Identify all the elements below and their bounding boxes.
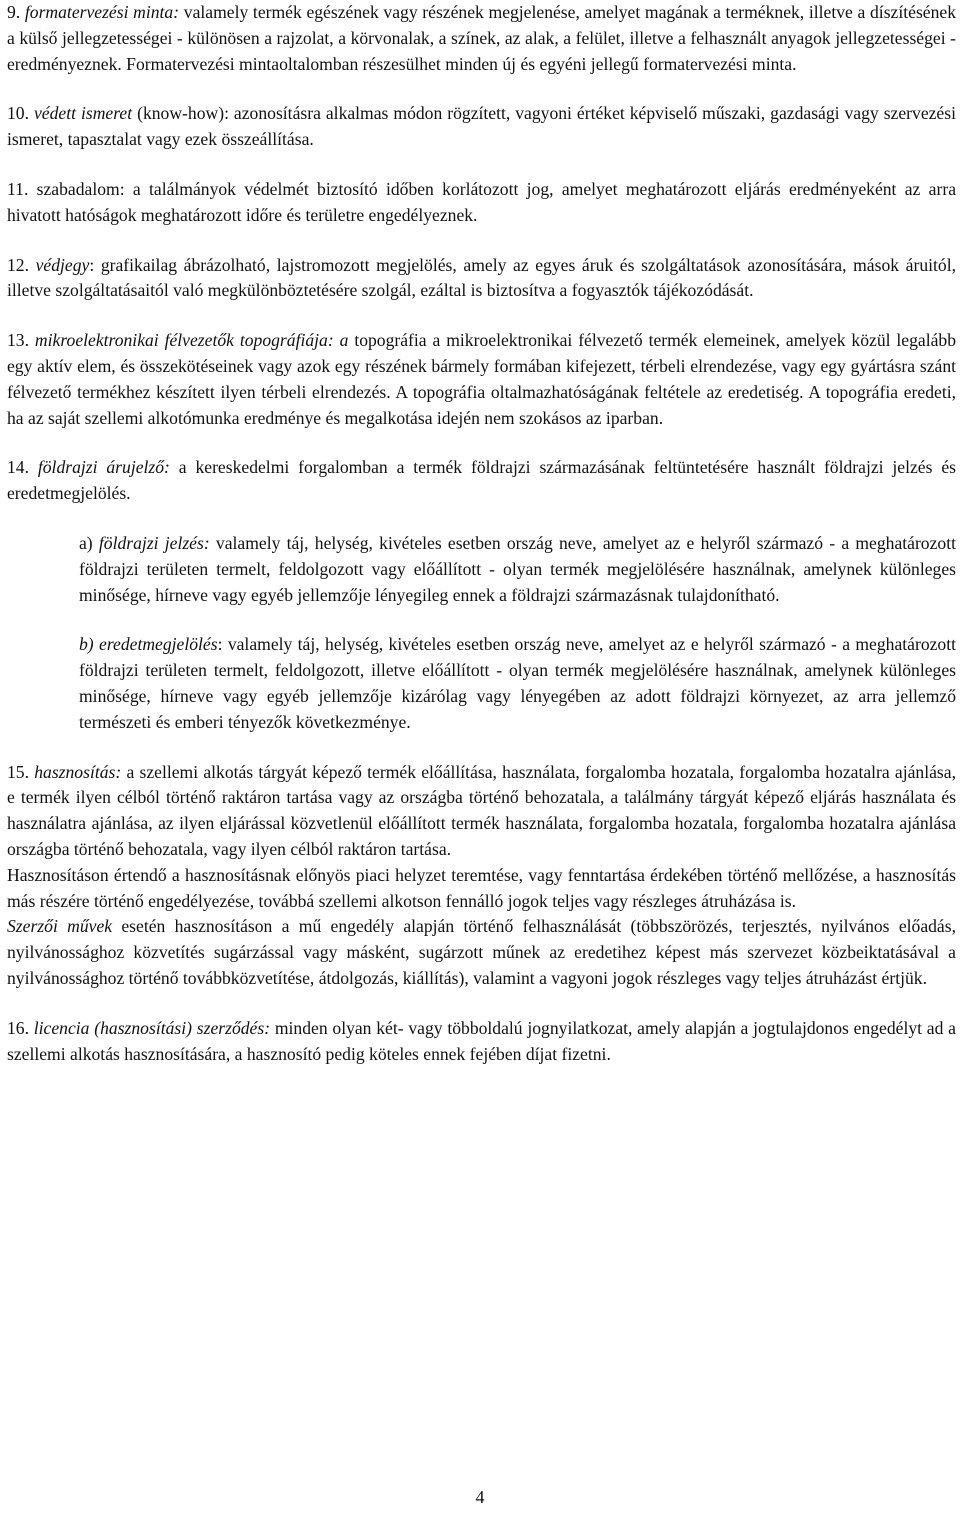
item-number: 13. — [7, 330, 29, 351]
definition-item-13 — [7, 328, 956, 431]
item-term: hasznosítás: — [34, 761, 122, 782]
sub-item-b — [79, 632, 956, 735]
document-page — [7, 0, 956, 1067]
item-text: (know-how): azonosításra alkalmas módon rögzített, vagyoni értéket képviselő műszaki, gazdasági vagy szervezési ismeret, tapasztalat vagy ezek összeállítása. — [7, 103, 956, 150]
item-text: topográfia a mikroelektronikai félvezető termék elemeinek, amelyek közül legalább egy aktív elem, és összekötéseinek vagy azok egy részének bármely formában kifejezett, térbeli elrendezése, vagy egy gyártásra szánt félvezető termékhez készített ilyen térbeli elrendezés. A topográfia oltalmazhatóságának feltétele az eredetiség. A topográfia eredeti, ha az saját szellemi alkotómunka eredménye és megalkotása idején nem szokásos az iparban. — [7, 330, 957, 428]
item-term: licencia (hasznosítási) szerződés: — [33, 1017, 271, 1038]
item-number: 10. — [7, 103, 29, 124]
definition-item-11 — [7, 177, 956, 229]
definition-item-12 — [7, 253, 956, 305]
definition-item-9 — [7, 0, 956, 77]
item-15-paragraph-2: Hasznosításon értendő a hasznosításnak előnyös piaci helyzet teremtése, vagy fenntartása érdekében történő mellőzése, a hasznosítás más részére történő engedélyezése, továbbá szellemi alkotson fennálló jogok teljes vagy részleges átruházása is. — [7, 864, 956, 911]
item-term: védett ismeret — [33, 103, 133, 124]
page-number: 4 — [475, 1487, 485, 1507]
sub-item-term: földrajzi jelzés: — [98, 532, 210, 553]
sub-item-prefix: b) — [79, 634, 94, 655]
item-term: mikroelektronikai félvezetők topográfiája: a — [34, 330, 349, 351]
item-text: minden olyan két- vagy többoldalú jognyilatkozat, amely alapján a jogtulajdonos engedélyt ad a szellemi alkotás hasznosítására, a hasznosító pedig köteles ennek fejében díjat fizetni. — [7, 1017, 956, 1064]
item-term: Szerzői művek — [7, 916, 113, 937]
sub-item-a — [79, 531, 956, 608]
item-text: a kereskedelmi forgalomban a termék földrajzi származásának feltüntetésére használt földrajzi jelzés és eredetmegjelölés. — [7, 457, 956, 504]
item-text: szabadalom: a találmányok védelmét biztosító időben korlátozott jog, amelyet meghatározott eljárás eredményeként az arra hivatott hatóságok meghatározott időre és területre engedélyeznek. — [7, 178, 956, 225]
item-term: formatervezési minta: — [24, 2, 180, 22]
sub-item-text: : valamely táj, helység, kivételes esetben ország neve, amelyet az e helyről származó - a meghatározott földrajzi területen termelt, feldolgozott, illetve előállított - olyan termék megjelölésére használnak, amelynek különleges minősége, hírneve vagy egyéb jellemzője kizárólag vagy lényegében az adott földrajzi környezet, az arra jellemző természeti és emberi tényezők következménye. — [79, 634, 956, 732]
sub-item-prefix: a) — [79, 532, 93, 553]
item-number: 14. — [7, 457, 29, 478]
definition-item-10 — [7, 101, 956, 153]
item-term: földrajzi árujelző: — [37, 457, 170, 478]
definition-item-15 — [7, 760, 956, 863]
item-text: a szellemi alkotás tárgyát képező termék előállítása, használata, forgalomba hozatala, forgalomba hozatalra ajánlása, e termék ilyen célból történő raktáron tartása vagy az országba történő behozatala, a találmány tárgyát képező eljárás használata és használatra ajánlása, az ilyen eljárással közvetlenül előállított termék használata, forgalomba hozatala, forgalomba hozatalra ajánlása országba történő behozatala, vagy ilyen célból raktáron tartása. — [7, 761, 956, 859]
sub-item-term: eredetmegjelölés — [99, 634, 218, 655]
item-15-paragraph-3 — [7, 914, 956, 991]
definition-item-14 — [7, 455, 956, 507]
item-number: 12. — [7, 254, 29, 275]
item-term: védjegy — [35, 254, 90, 275]
item-text: esetén hasznosításon a mű engedély alapján történő felhasználását (többszörözés, terjesztés, nyilvános előadás, nyilvánossághoz közvetítés sugárzással vagy másként, sugárzott műnek az eredetihez képest más szervezet közbeiktatásával a nyilvánossághoz történő továbbközvetítése, átdolgozás, kiállítás), valamint a vagyoni jogok részleges vagy teljes átruházást értjük. — [7, 916, 956, 988]
item-number: 15. — [7, 761, 29, 782]
sub-item-text: valamely táj, helység, kivételes esetben ország neve, amelyet az e helyről származó - a meghatározott földrajzi területen termelt, feldolgozott vagy előállított - olyan termék megjelölésére használnak, amelynek különleges minősége, hírneve vagy egyéb jellemzője lényegileg ennek a földrajzi származásnak tulajdonítható. — [79, 532, 956, 605]
item-number: 16. — [7, 1017, 29, 1038]
definition-item-16 — [7, 1016, 956, 1068]
item-number: 9. — [7, 2, 21, 22]
item-text: : grafikailag ábrázolható, lajstromozott megjelölés, amely az egyes áruk és szolgáltatások azonosítására, mások áruitól, illetve szolgáltatásaitól való megkülönböztetésére szolgál, ezáltal is biztosítva a fogyasztók tájékozódását. — [7, 254, 956, 301]
item-text: valamely termék egészének vagy részének megjelenése, amelyet magának a terméknek, illetve a díszítésének a külső jellegzetességei - különösen a rajzolat, a körvonalak, a színek, az alak, a felület, illetve a felhasznált anyagok jellegzetességei - eredményeznek. Formatervezési mintaoltalomban részesülhet minden új és egyéni jellegű formatervezési minta. — [7, 2, 956, 74]
item-number: 11. — [7, 178, 29, 199]
